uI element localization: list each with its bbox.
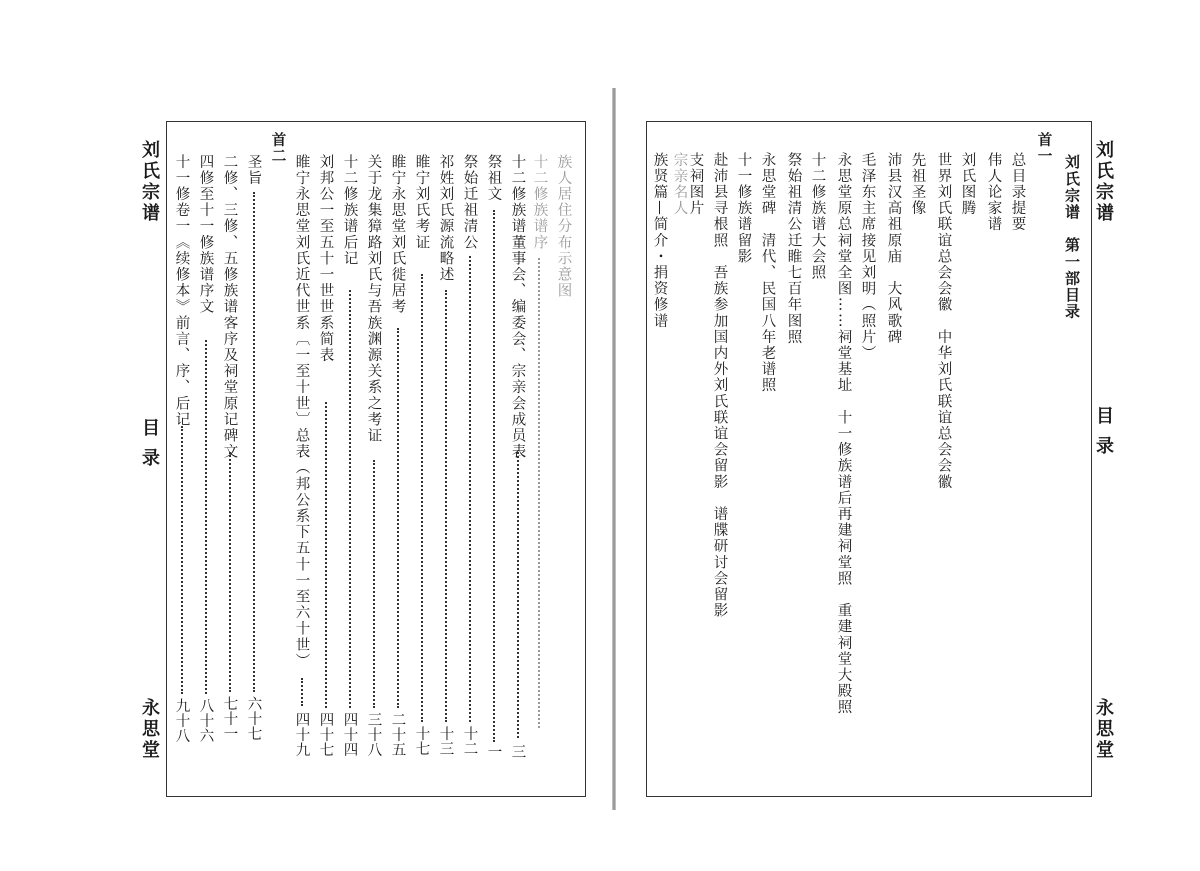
toc-entry: 祁姓刘氏源流略述	[437, 154, 454, 283]
toc-page-number: 七十一	[221, 696, 238, 741]
group-label-shou-yi: 首一	[1035, 132, 1053, 165]
toc-leader	[349, 290, 351, 708]
toc-page-number: 十二	[461, 726, 478, 756]
toc-leader	[445, 290, 447, 722]
toc-entry: 赴沛县寻根照 吾族参加国内外刘氏联谊会留影 谱牒研讨会留影	[711, 152, 728, 619]
toc-entry: 沛县汉高祖原庙 大风歌碑	[885, 152, 902, 346]
book-spine	[612, 88, 616, 810]
toc-entry: 十二修族谱后记	[341, 154, 358, 267]
toc-entry: 十二修族谱董事会、编委会、宗亲会成员表	[509, 154, 526, 460]
right-running-title: 刘氏宗谱	[1093, 140, 1114, 224]
toc-page-number: 九十八	[173, 698, 190, 743]
toc-page-number: 三十八	[365, 712, 382, 757]
toc-leader	[538, 258, 540, 728]
toc-page-number: 十三	[437, 726, 454, 756]
toc-page-number: 八十六	[197, 698, 214, 743]
toc-entry: 族贤篇—简介・捐资修谱	[651, 152, 668, 330]
toc-entry: 睢宁永思堂刘氏徙居考	[389, 154, 406, 315]
toc-entry: 睢宁刘氏考证	[413, 154, 430, 251]
toc-leader	[517, 452, 519, 738]
toc-page-number: 四十七	[317, 712, 334, 757]
toc-entry: 族人居住分布示意图	[555, 154, 572, 299]
toc-leader	[301, 678, 303, 706]
toc-entry: 四修至十一修族谱序文	[197, 154, 214, 315]
toc-page-number: 一	[485, 744, 502, 759]
toc-entry: 世界刘氏联谊总会会徽 中华刘氏联谊总会会徽	[935, 152, 952, 491]
toc-entry: 伟人论家谱	[985, 152, 1002, 233]
toc-leader	[373, 460, 375, 708]
toc-leader	[469, 256, 471, 722]
left-hall-name: 永思堂	[139, 698, 160, 761]
toc-page-number: 四十四	[341, 712, 358, 757]
right-hall-name: 永思堂	[1093, 698, 1114, 761]
right-section-title: 目 录	[1093, 406, 1114, 458]
toc-entry: 永思堂原总祠堂全图……祠堂基址 十一修族谱后再建祠堂照 重建祠堂大殿照	[835, 152, 852, 716]
toc-page-number: 三	[509, 744, 526, 759]
toc-leader	[325, 402, 327, 708]
toc-entry: 永思堂碑 清代、民国八年老谱照	[759, 152, 776, 394]
toc-leader	[205, 340, 207, 694]
toc-leader	[421, 274, 423, 722]
toc-entry: 先祖圣像	[909, 152, 926, 217]
toc-entry: 毛泽东主席接见刘明（照片）	[859, 152, 876, 362]
toc-entry: 关于龙集獐路刘氏与吾族渊源关系之考证	[365, 154, 382, 444]
toc-leader	[493, 210, 495, 742]
toc-entry: 祭始迁祖清公	[461, 154, 478, 251]
toc-entry: 宗亲名人	[671, 152, 688, 217]
toc-entry: 十一修卷一《续修本》前言、序、后记	[173, 154, 190, 428]
toc-entry: 总目录提要	[1009, 152, 1026, 233]
toc-entry: 祭始祖清公迁睢七百年图照	[785, 152, 802, 346]
right-page-heading: 刘氏宗谱 第一部目录	[1063, 154, 1081, 320]
toc-entry: 十二修族谱序	[531, 154, 548, 251]
toc-entry: 祭祖文	[485, 154, 502, 203]
toc-entry: 刘邦公一至五十一世世系简表	[317, 154, 334, 364]
toc-entry: 十一修族谱留影	[735, 152, 752, 265]
left-running-title: 刘氏宗谱	[139, 140, 160, 224]
toc-page-number: 六十七	[245, 696, 262, 741]
toc-entry: 二修、三修、五修族谱客序及祠堂原记碑文	[221, 154, 238, 460]
toc-leader	[181, 426, 183, 694]
toc-leader	[253, 192, 255, 692]
toc-page-number: 二十五	[389, 712, 406, 757]
toc-entry: 刘氏图腾	[959, 152, 976, 217]
toc-entry: 圣旨	[245, 154, 262, 187]
toc-leader	[397, 328, 399, 708]
left-section-title: 目 录	[139, 418, 160, 470]
toc-entry: 睢宁永思堂刘氏近代世系〔一至十世〕总表（邦公系下五十一至六十世）	[293, 154, 310, 670]
group-label-shou-er: 首二	[269, 132, 287, 165]
toc-entry: 支祠图片	[687, 152, 704, 217]
toc-leader	[229, 452, 231, 692]
toc-page-number: 四十九	[293, 712, 310, 757]
toc-page-number: 十七	[413, 726, 430, 756]
toc-entry: 十二修族谱大会照	[809, 152, 826, 281]
